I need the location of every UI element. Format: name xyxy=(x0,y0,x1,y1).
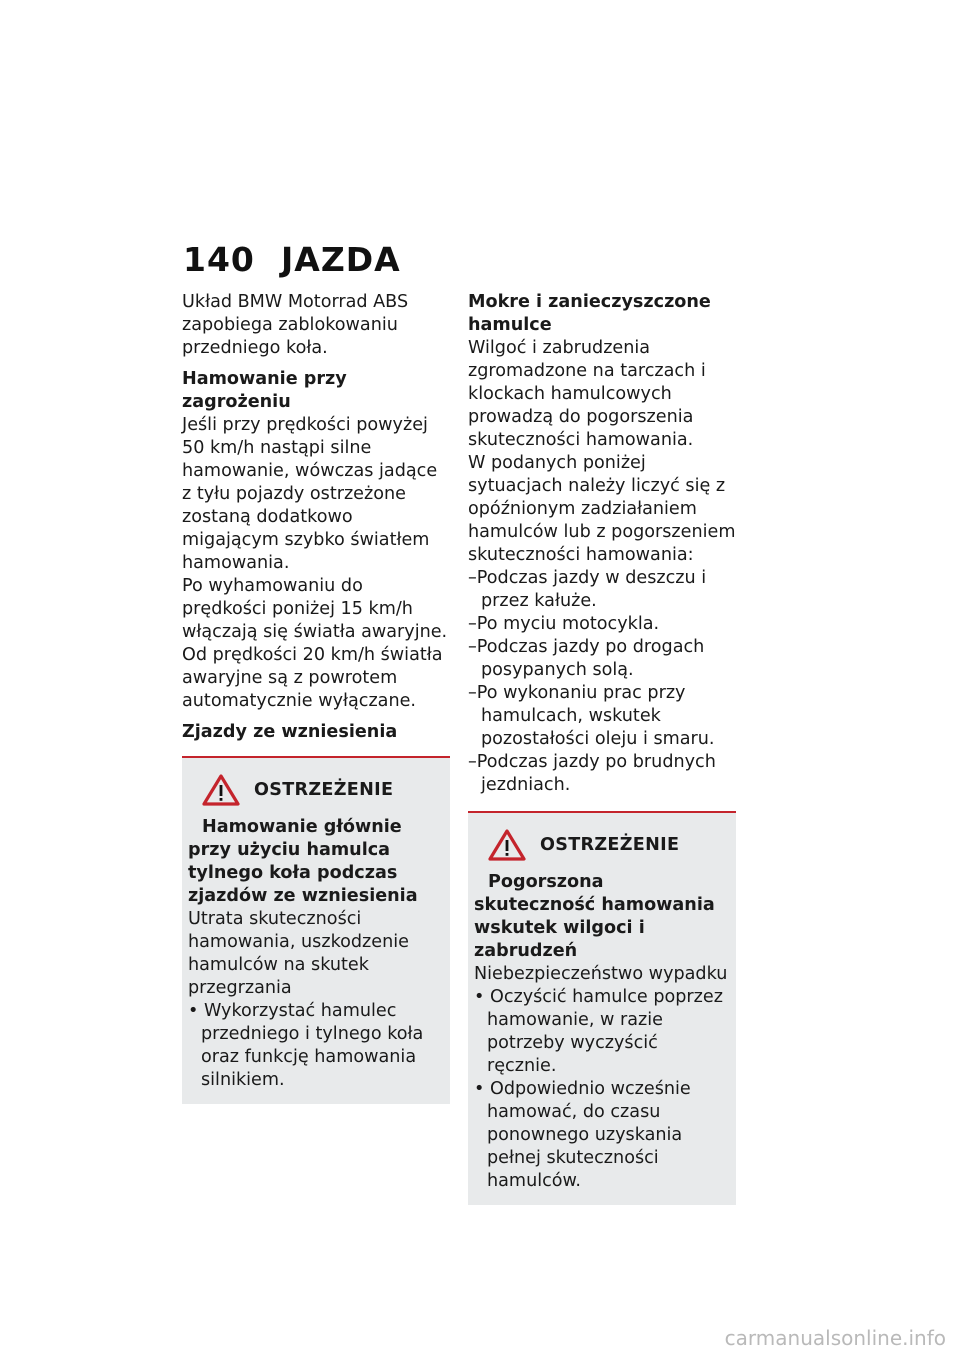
right-column xyxy=(468,291,736,1205)
warning-triangle-icon xyxy=(202,774,240,806)
list-item: • Wykorzystać hamulec przedniego i tylnego koła oraz funkcję hamowania silnikiem. xyxy=(188,1001,424,1090)
warning-title: OSTRZEŻENIE xyxy=(540,834,680,855)
warning-bullet-list xyxy=(474,986,730,1193)
list-item: –Po myciu motocykla. xyxy=(468,614,660,634)
section-title: JAZDA xyxy=(281,240,401,279)
warning-subtitle: Hamowanie głównie przy użyciu hamulca tylnego koła podczas zjazdów ze wzniesienia xyxy=(188,817,418,906)
wet-brakes-warning-box xyxy=(468,811,736,1205)
warning-bullet-list xyxy=(188,1000,444,1092)
warning-title: OSTRZEŻENIE xyxy=(254,779,394,800)
warning-text: Utrata skuteczności hamowania, uszkodzenie hamulców na skutek przegrzania xyxy=(188,909,409,998)
emergency-braking-text-2: Po wyhamowaniu do prędkości poniżej 15 km/h włączają się światła awaryjne. Od prędkości 20 km/h światła awaryjne są z powrotem automatycznie wyłączane. xyxy=(182,576,448,711)
watermark: carmanualsonline.info xyxy=(724,1326,946,1350)
warning-text: Niebezpieczeństwo wypadku xyxy=(474,964,728,984)
emergency-braking-heading: Hamowanie przy zagrożeniu xyxy=(182,369,347,412)
wet-brakes-text: Wilgoć i zabrudzenia zgromadzone na tarczach i klockach hamulcowych prowadzą do pogorszenia skuteczności hamowania. xyxy=(468,338,706,450)
list-item: • Odpowiednio wcześnie hamować, do czasu ponownego uzyskania pełnej skuteczności hamulców. xyxy=(474,1079,691,1191)
list-item: –Podczas jazdy po brudnych jezdniach. xyxy=(468,752,716,795)
left-column xyxy=(182,291,450,1104)
list-item: –Po wykonaniu prac przy hamulcach, wskutek pozostałości oleju i smaru. xyxy=(468,683,715,749)
warning-header xyxy=(188,774,444,806)
list-item: • Oczyścić hamulce poprzez hamowanie, w razie potrzeby wyczyścić ręcznie. xyxy=(474,987,723,1076)
downhill-heading: Zjazdy ze wzniesienia xyxy=(182,722,398,742)
warning-header xyxy=(474,829,730,861)
warning-triangle-icon xyxy=(488,829,526,861)
list-item: –Podczas jazdy po drogach posypanych solą. xyxy=(468,637,705,680)
warning-subtitle: Pogorszona skuteczność hamowania wskutek wilgoci i zabrudzeń xyxy=(474,872,715,961)
intro-paragraph: Układ BMW Motorrad ABS zapobiega zablokowaniu przedniego koła. xyxy=(182,292,409,358)
emergency-braking-text: Jeśli przy prędkości powyżej 50 km/h nastąpi silne hamowanie, wówczas jadące z tyłu pojazdy ostrzeżone zostaną dodatkowo migającym szybko światłem hamowania. xyxy=(182,415,438,573)
list-item: –Podczas jazdy w deszczu i przez kałuże. xyxy=(468,568,707,611)
downhill-warning-box xyxy=(182,756,450,1104)
wet-brakes-text-2: W podanych poniżej sytuacjach należy liczyć się z opóźnionym zadziałaniem hamulców lub z pogorszeniem skuteczności hamowania: xyxy=(468,453,736,565)
page-number: 140 xyxy=(183,240,255,279)
page-header xyxy=(183,240,401,279)
wet-brakes-heading: Mokre i zanieczyszczone hamulce xyxy=(468,292,711,335)
situations-list xyxy=(468,567,736,797)
